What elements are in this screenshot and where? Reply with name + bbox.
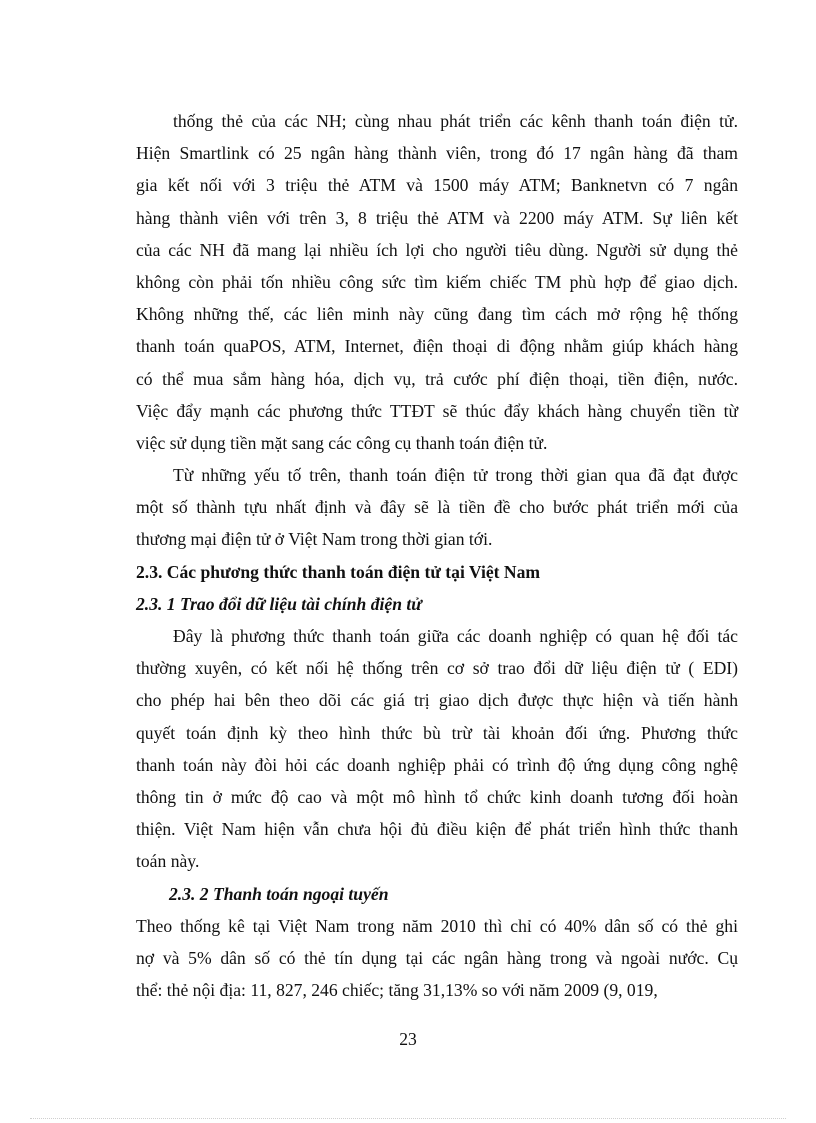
text-line: thống thẻ của các NH; cùng nhau phát triển các kênh thanh toán điện tử. [173, 111, 738, 131]
text-line: thường xuyên, có kết nối hệ thống trên cơ sở trao đổi dữ liệu điện tử ( EDI) [136, 658, 738, 679]
subsection-heading: 2.3. 2 Thanh toán ngoại tuyến [169, 883, 389, 904]
text-line: quyết toán định kỳ theo hình thức bù trừ tài khoản đối ứng. Phương thức [136, 722, 738, 743]
text-line: hàng thành viên với trên 3, 8 triệu thẻ ATM và 2200 máy ATM. Sự liên kết [136, 207, 738, 228]
page-number: 23 [399, 1029, 417, 1049]
text-line: toán này. [136, 851, 200, 872]
text-line: của các NH đã mang lại nhiều ích lợi cho người tiêu dùng. Người sử dụng thẻ [136, 239, 738, 260]
text-line: thiện. Việt Nam hiện vẫn chưa hội đủ điều kiện để phát triển hình thức thanh [136, 819, 738, 840]
text-line: Việc đẩy mạnh các phương thức TTĐT sẽ thúc đẩy khách hàng chuyển tiền từ [136, 400, 738, 421]
document-body [136, 105, 738, 1006]
page-bottom-divider [30, 1118, 786, 1119]
text-line: thể: thẻ nội địa: 11, 827, 246 chiếc; tăng 31,13% so với năm 2009 (9, 019, [136, 980, 658, 1001]
text-line: một số thành tựu nhất định và đây sẽ là tiền đề cho bước phát triển mới của [136, 497, 738, 518]
text-line: gia kết nối với 3 triệu thẻ ATM và 1500 máy ATM; Banknetvn có 7 ngân [136, 175, 738, 196]
subsection-heading: 2.3. 1 Trao đổi dữ liệu tài chính điện tử [136, 593, 422, 614]
text-line: có thể mua sắm hàng hóa, dịch vụ, trả cước phí điện thoại, tiền điện, nước. [136, 368, 738, 389]
text-line: Hiện Smartlink có 25 ngân hàng thành viên, trong đó 17 ngân hàng đã tham [136, 143, 738, 164]
text-line: Không những thế, các liên minh này cũng đang tìm cách mở rộng hệ thống [136, 304, 738, 325]
text-line: thanh toán này đòi hỏi các doanh nghiệp phải có trình độ ứng dụng công nghệ [136, 754, 738, 775]
text-line: thanh toán quaPOS, ATM, Internet, điện thoại di động nhằm giúp khách hàng [136, 336, 738, 357]
text-line: thương mại điện tử ở Việt Nam trong thời gian tới. [136, 529, 493, 550]
text-line: Đây là phương thức thanh toán giữa các doanh nghiệp có quan hệ đối tác [173, 626, 738, 646]
text-line: không còn phải tốn nhiều công sức tìm kiếm chiếc TM phù hợp để giao dịch. [136, 271, 738, 292]
text-line: thông tin ở mức độ cao và một mô hình tổ chức kinh doanh tương đối hoàn [136, 786, 738, 807]
text-line: cho phép hai bên theo dõi các giá trị giao dịch được thực hiện và tiến hành [136, 690, 738, 711]
text-line: Từ những yếu tố trên, thanh toán điện tử trong thời gian qua đã đạt được [173, 465, 738, 486]
text-line: Theo thống kê tại Việt Nam trong năm 2010 thì chỉ có 40% dân số có thẻ ghi [136, 915, 738, 936]
section-heading: 2.3. Các phương thức thanh toán điện tử tại Việt Nam [136, 561, 541, 582]
text-line: việc sử dụng tiền mặt sang các công cụ thanh toán điện tử. [136, 432, 548, 453]
text-line: nợ và 5% dân số có thẻ tín dụng tại các ngân hàng trong và ngoài nước. Cụ [136, 947, 738, 968]
